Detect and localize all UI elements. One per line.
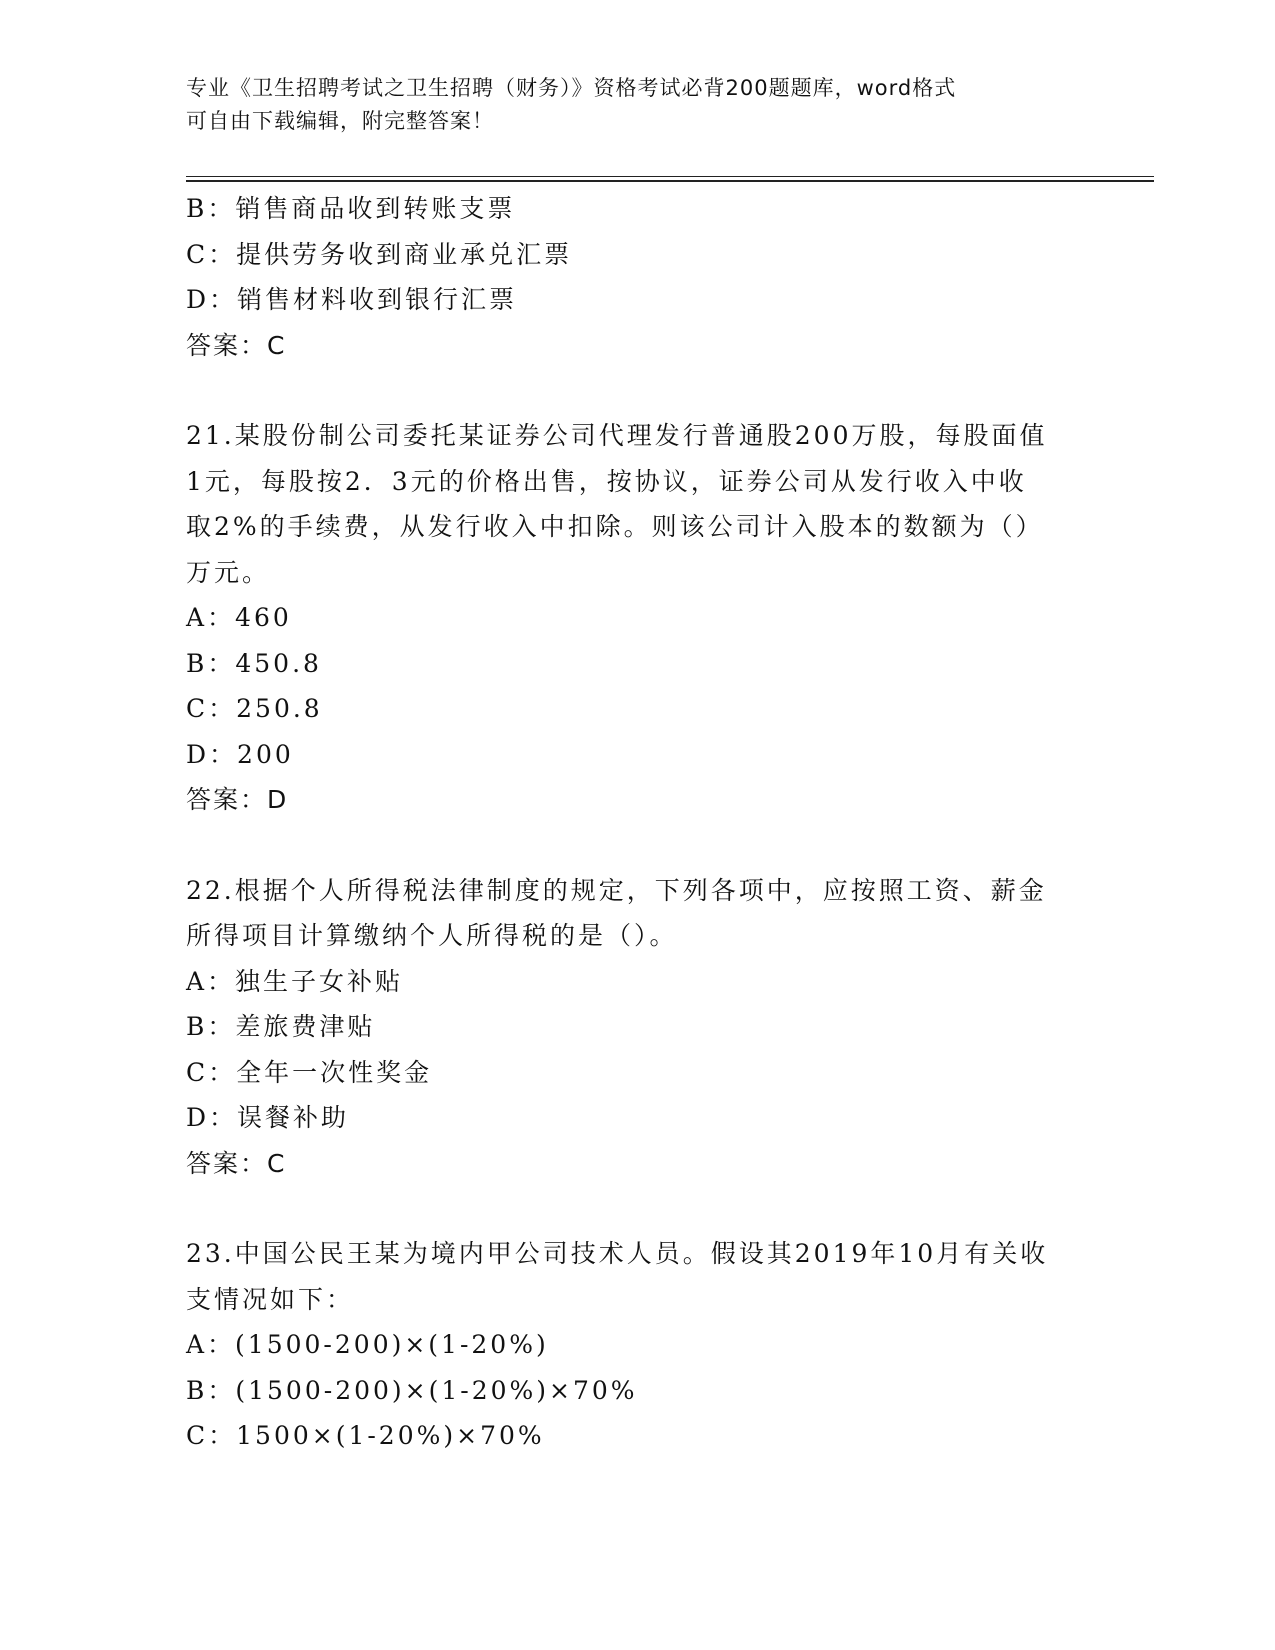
spacer [186, 1186, 1086, 1231]
header-divider [186, 176, 1154, 182]
option-c: C：1500×(1-20%)×70% [186, 1421, 545, 1450]
option-b: B：450.8 [186, 648, 322, 678]
option-d: D：销售材料收到银行汇票 [186, 285, 518, 314]
page-header [186, 72, 1066, 138]
question-stem-line: 23.中国公民王某为境内甲公司技术人员。假设其2019年10月有关收 [186, 1239, 1049, 1268]
question-22 [186, 868, 1086, 1187]
question-23 [186, 1231, 1086, 1459]
question-stem-line: 所得项目计算缴纳个人所得税的是（）。 [186, 921, 678, 950]
question-stem-line: 取2%的手续费，从发行收入中扣除。则该公司计入股本的数额为（） [186, 512, 1044, 541]
question-stem-line: 1元，每股按2．3元的价格出售，按协议，证券公司从发行收入中收 [186, 466, 1027, 496]
option-b: B：(1500-200)×(1-20%)×70% [186, 1375, 638, 1405]
option-c: C：全年一次性奖金 [186, 1057, 433, 1087]
question-20-continued [186, 186, 1086, 368]
option-d: D：200 [186, 739, 294, 769]
header-line-2: 可自由下载编辑，附完整答案！ [186, 109, 494, 133]
answer-line: 答案：D [186, 785, 289, 814]
option-b: B：差旅费津贴 [186, 1012, 376, 1041]
option-a: A：独生子女补贴 [186, 966, 404, 996]
answer-line: 答案：C [186, 1148, 287, 1178]
option-b: B：销售商品收到转账支票 [186, 194, 516, 223]
option-d: D：误餐补助 [186, 1103, 350, 1132]
option-a: A：(1500-200)×(1-20%) [186, 1330, 549, 1359]
spacer [186, 823, 1086, 868]
header-line-1: 专业《卫生招聘考试之卫生招聘（财务）》资格考试必背200题题库，word格式 [186, 76, 957, 100]
question-21 [186, 413, 1086, 823]
question-stem-line: 支情况如下： [186, 1284, 355, 1314]
option-c: C：250.8 [186, 694, 323, 723]
question-stem-line: 21.某股份制公司委托某证券公司代理发行普通股200万股，每股面值 [186, 421, 1048, 450]
option-a: A：460 [186, 603, 292, 632]
question-stem-line: 22.根据个人所得税法律制度的规定，下列各项中，应按照工资、薪金 [186, 875, 1047, 905]
spacer [186, 368, 1086, 413]
answer-line: 答案：C [186, 330, 287, 360]
option-c: C：提供劳务收到商业承兑汇票 [186, 239, 573, 269]
document-body [186, 186, 1086, 1459]
question-stem-line: 万元。 [186, 557, 271, 587]
